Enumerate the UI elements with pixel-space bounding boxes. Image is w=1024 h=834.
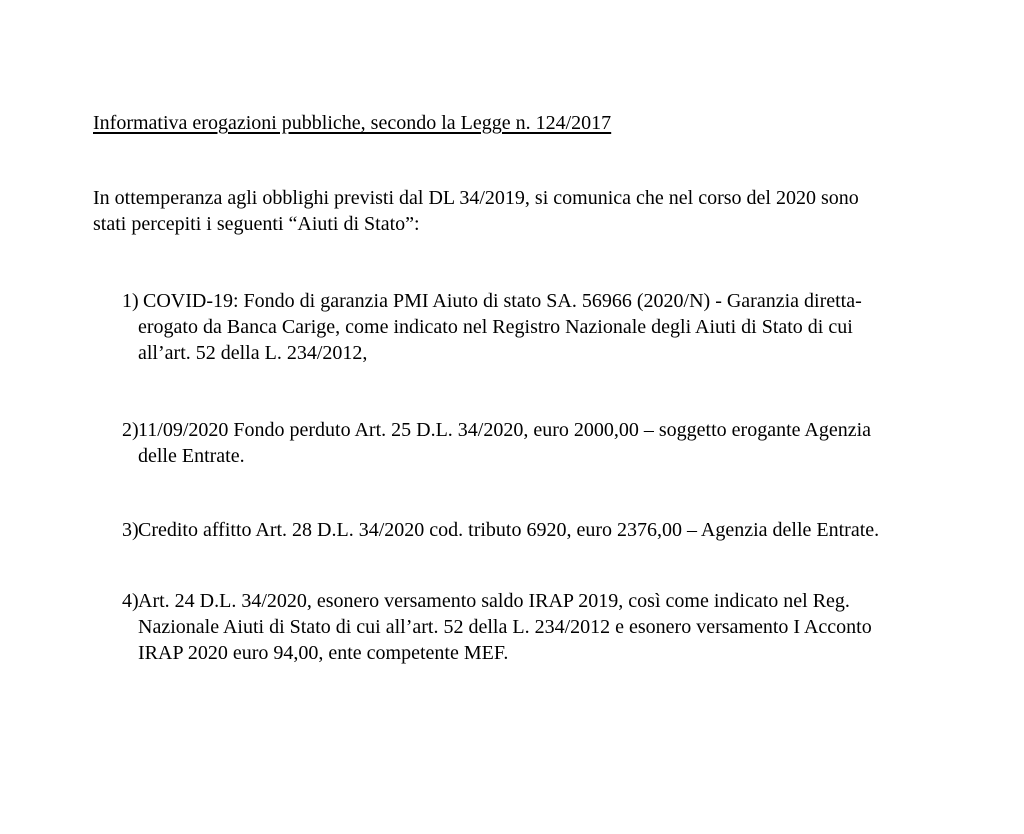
item-line: erogato da Banca Carige, come indicato nel Registro Nazionale degli Aiuti di Stato di cui xyxy=(138,316,853,338)
item-marker: 4) xyxy=(122,590,139,612)
list-item-3 xyxy=(122,517,879,543)
item-line: IRAP 2020 euro 94,00, ente competente MEF. xyxy=(138,642,509,664)
item-line: delle Entrate. xyxy=(138,445,245,467)
intro-line: In ottemperanza agli obblighi previsti dal DL 34/2019, si comunica che nel corso del 2020 sono xyxy=(93,187,859,209)
item-line: Nazionale Aiuti di Stato di cui all’art. 52 della L. 234/2012 e esonero versamento I Acconto xyxy=(138,616,872,638)
item-text xyxy=(138,517,879,543)
item-line: Credito affitto Art. 28 D.L. 34/2020 cod. tributo 6920, euro 2376,00 – Agenzia delle Entrate. xyxy=(138,519,880,541)
item-text xyxy=(138,417,871,469)
item-text xyxy=(138,588,872,666)
list-item-4 xyxy=(122,588,872,666)
item-marker: 2) xyxy=(122,419,139,441)
list-item-2 xyxy=(122,417,871,469)
item-line: 11/09/2020 Fondo perduto Art. 25 D.L. 34/2020, euro 2000,00 – soggetto erogante Agenzia xyxy=(138,419,872,441)
item-line: Art. 24 D.L. 34/2020, esonero versamento saldo IRAP 2019, così come indicato nel Reg. xyxy=(138,590,850,612)
item-marker: 1) xyxy=(122,290,139,312)
item-line: all’art. 52 della L. 234/2012, xyxy=(138,342,368,364)
item-text xyxy=(138,288,862,366)
item-line: COVID-19: Fondo di garanzia PMI Aiuto di stato SA. 56966 (2020/N) - Garanzia diretta- xyxy=(138,290,862,312)
list-item-1 xyxy=(122,288,862,366)
document-title: Informativa erogazioni pubbliche, secondo la Legge n. 124/2017 xyxy=(93,112,612,134)
item-marker: 3) xyxy=(122,519,139,541)
intro-line: stati percepiti i seguenti “Aiuti di Stato”: xyxy=(93,213,420,235)
intro-paragraph xyxy=(93,185,859,237)
